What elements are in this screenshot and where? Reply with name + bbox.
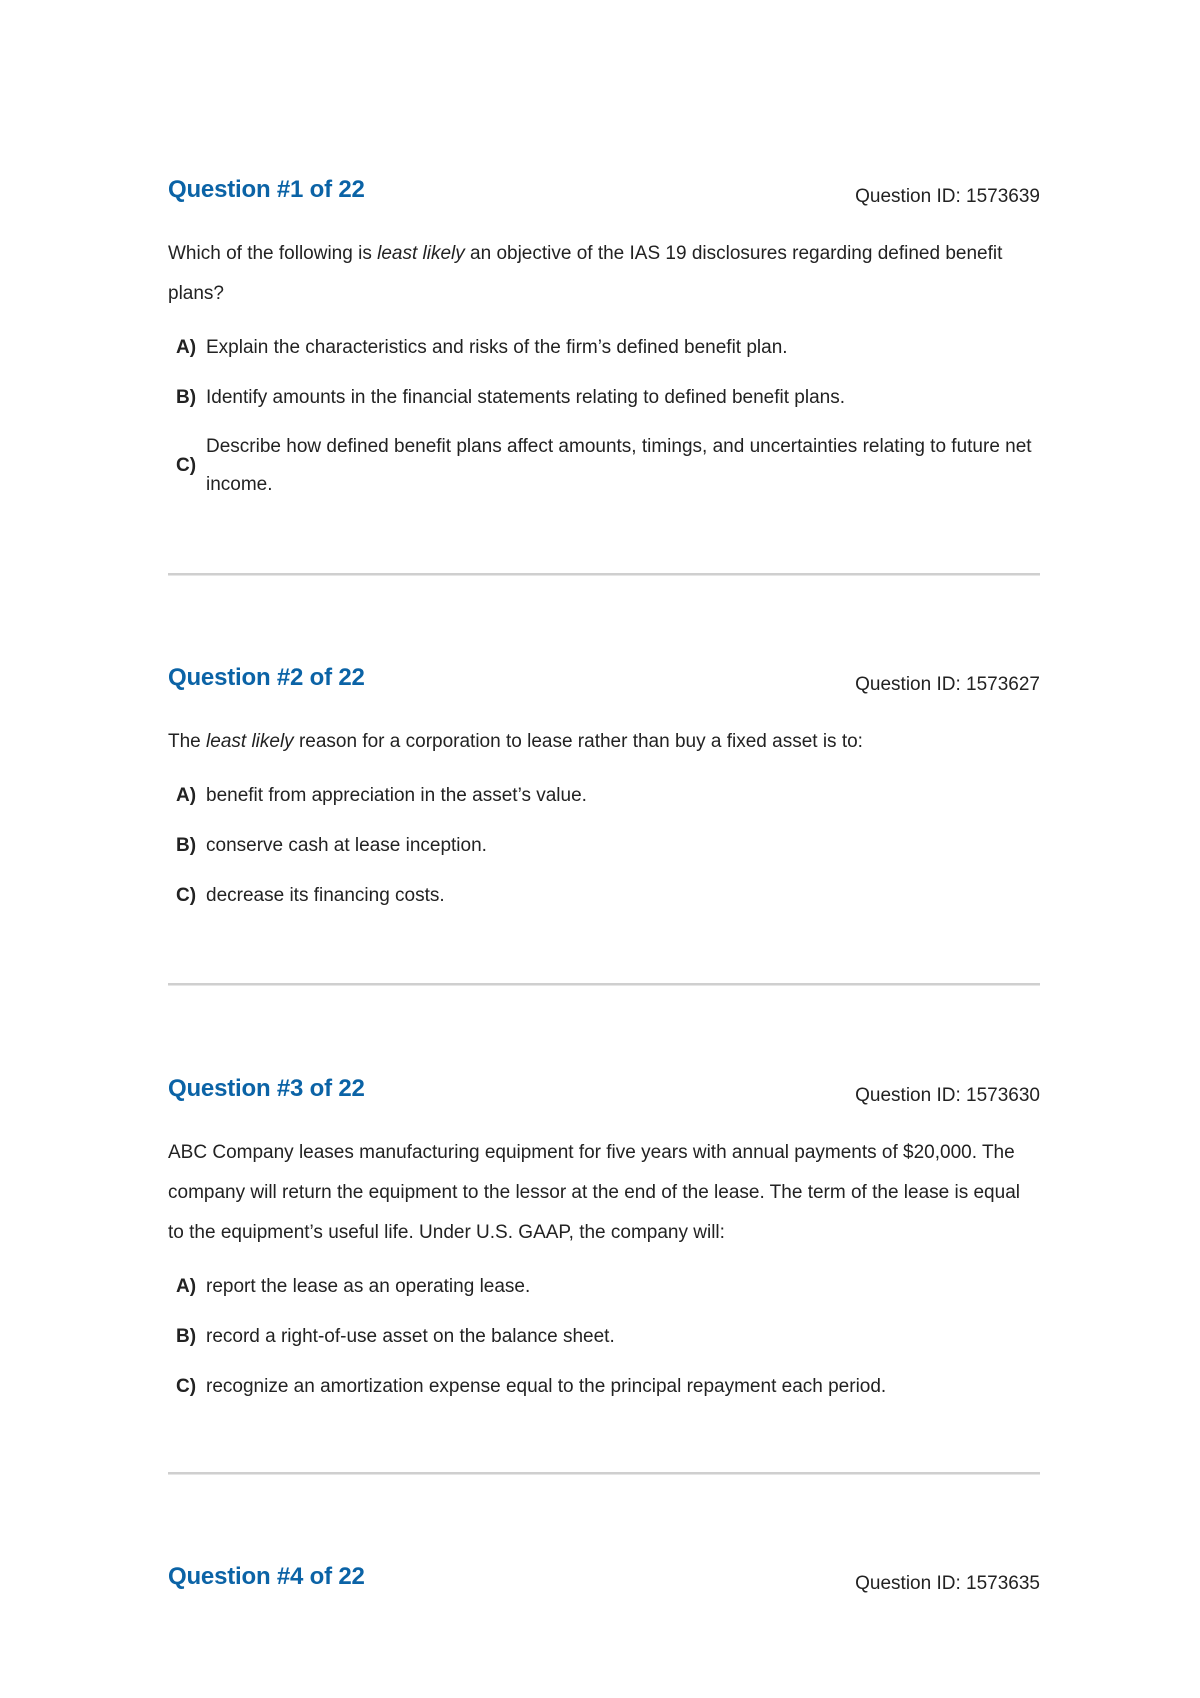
question-4	[168, 1563, 1040, 1603]
choice-text: Describe how defined benefit plans affect amounts, timings, and uncertainties relating to future net income.	[206, 436, 1032, 495]
answer-choice-a[interactable]	[168, 1267, 1040, 1307]
choice-text: record a right-of-use asset on the balance sheet.	[206, 1326, 615, 1347]
choice-text: conserve cash at lease inception.	[206, 835, 487, 856]
choice-text: Identify amounts in the financial statements relating to defined benefit plans.	[206, 387, 846, 408]
choice-letter: C)	[176, 885, 197, 906]
question-3	[168, 1075, 1040, 1417]
question-1	[168, 176, 1040, 514]
answer-choice-c[interactable]	[168, 428, 1040, 504]
question-id: Question ID: 1573630	[855, 1085, 1040, 1106]
choice-text: decrease its financing costs.	[206, 885, 445, 906]
question-id: Question ID: 1573639	[855, 186, 1040, 207]
question-title: Question #2 of 22	[168, 664, 365, 691]
choice-letter: A)	[176, 785, 197, 806]
choice-letter: C)	[176, 455, 197, 476]
answer-choice-c[interactable]	[168, 1367, 1040, 1407]
answer-choice-a[interactable]	[168, 328, 1040, 368]
emphasis-text: least likely	[206, 731, 294, 752]
choice-text: Explain the characteristics and risks of the firm’s defined benefit plan.	[206, 337, 788, 358]
choice-letter: B)	[176, 1326, 197, 1347]
question-title: Question #3 of 22	[168, 1075, 365, 1102]
answer-choice-b[interactable]	[168, 826, 1040, 866]
choice-letter: C)	[176, 1376, 197, 1397]
question-title: Question #4 of 22	[168, 1563, 365, 1590]
question-divider	[168, 573, 1040, 576]
question-2	[168, 664, 1040, 926]
answer-choices	[168, 328, 1040, 504]
question-title: Question #1 of 22	[168, 176, 365, 203]
choice-letter: B)	[176, 387, 197, 408]
choice-letter: B)	[176, 835, 197, 856]
question-stem: The least likely reason for a corporation to lease rather than buy a fixed asset is to:	[168, 731, 863, 752]
question-stem: Which of the following is least likely an objective of the IAS 19 disclosures regarding defined benefit plans?	[168, 243, 1003, 304]
choice-text: recognize an amortization expense equal to the principal repayment each period.	[206, 1376, 887, 1397]
choice-text: benefit from appreciation in the asset’s value.	[206, 785, 587, 806]
answer-choice-c[interactable]	[168, 876, 1040, 916]
answer-choice-a[interactable]	[168, 776, 1040, 816]
answer-choice-b[interactable]	[168, 378, 1040, 418]
question-divider	[168, 983, 1040, 986]
question-id: Question ID: 1573627	[855, 674, 1040, 695]
question-stem: ABC Company leases manufacturing equipment for five years with annual payments of $20,000. The company will return the equipment to the lessor at the end of the lease. The term of the lease is equal to the equipment’s useful life. Under U.S. GAAP, the company will:	[168, 1142, 1020, 1243]
answer-choices	[168, 1267, 1040, 1407]
choice-text: report the lease as an operating lease.	[206, 1276, 531, 1297]
question-divider	[168, 1472, 1040, 1475]
answer-choice-b[interactable]	[168, 1317, 1040, 1357]
choice-letter: A)	[176, 1276, 197, 1297]
question-id: Question ID: 1573635	[855, 1573, 1040, 1594]
answer-choices	[168, 776, 1040, 916]
choice-letter: A)	[176, 337, 197, 358]
emphasis-text: least likely	[377, 243, 465, 264]
